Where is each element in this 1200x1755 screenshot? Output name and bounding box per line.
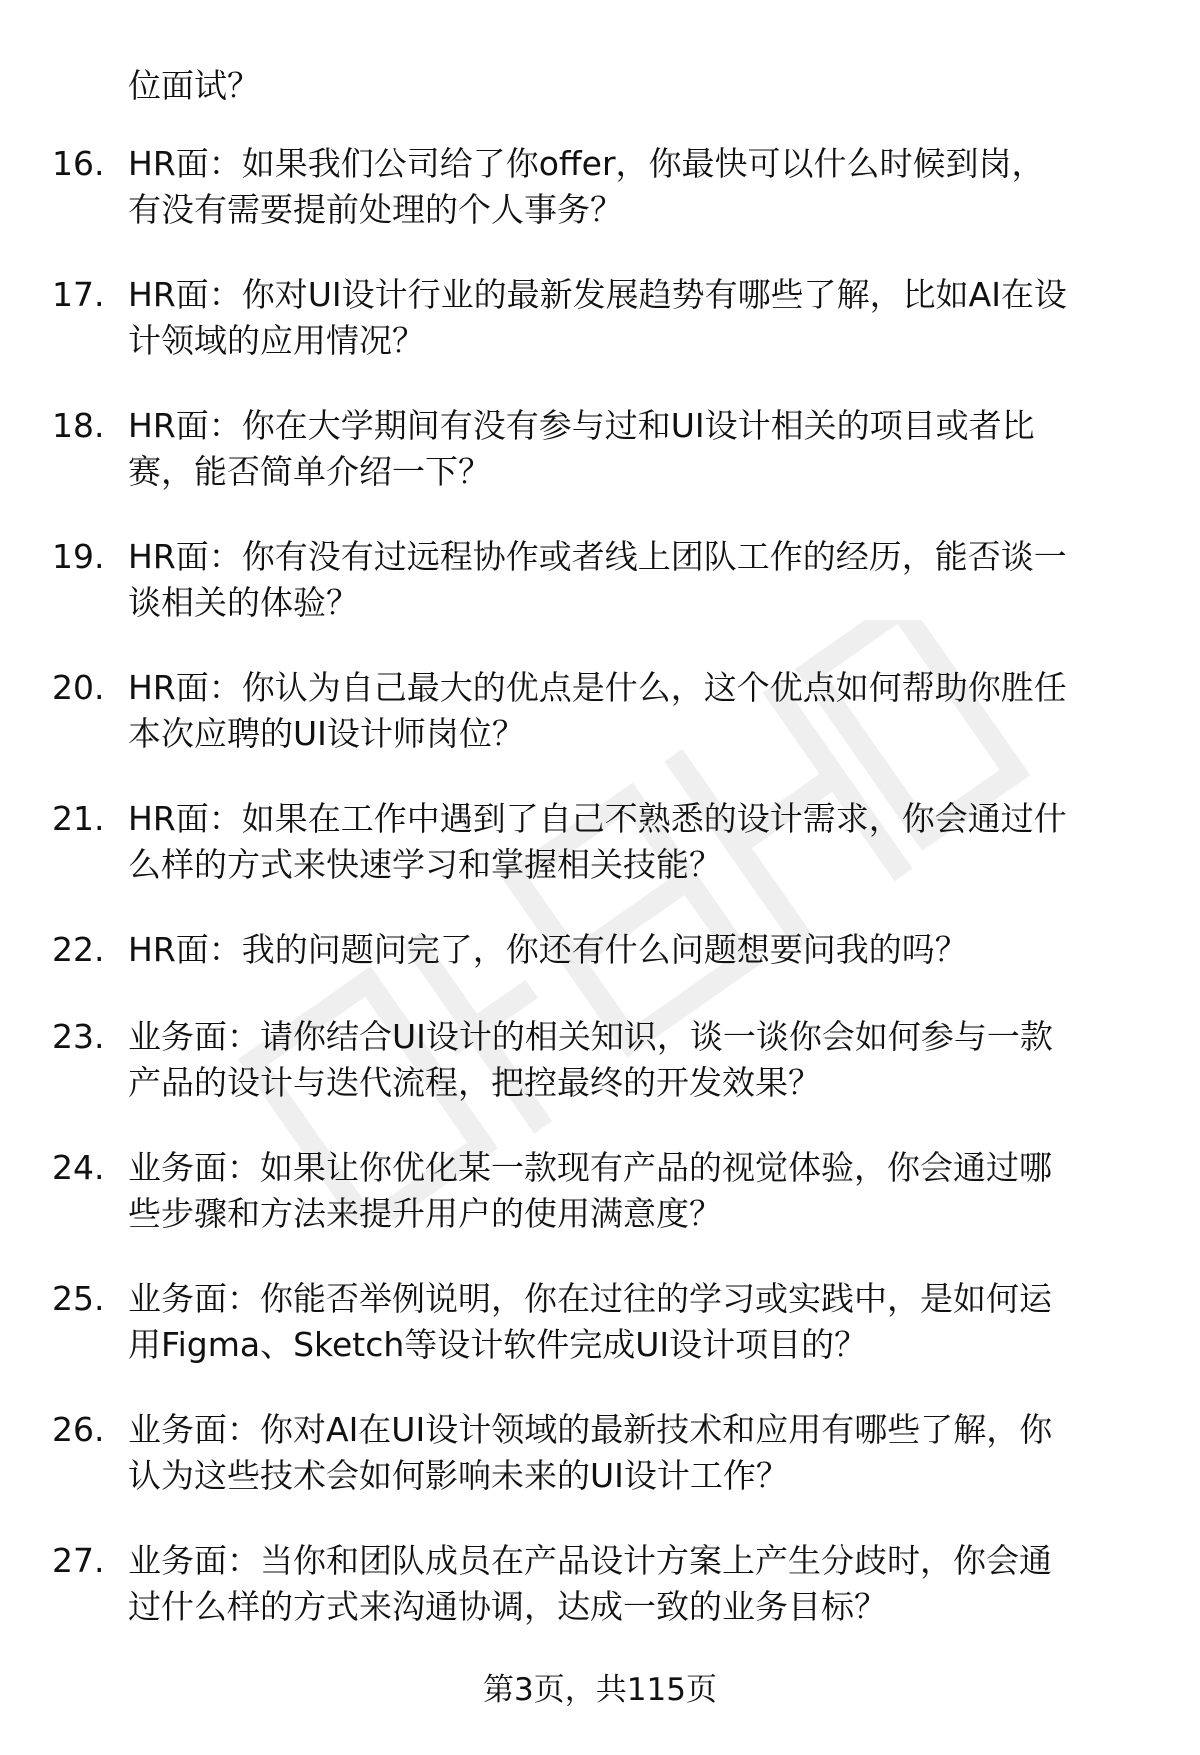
question-text-line: HR面：你有没有过远程协作或者线上团队工作的经历，能否谈一 [128, 537, 1067, 576]
question-text-line: HR面：你认为自己最大的优点是什么，这个优点如何帮助你胜任 [128, 668, 1067, 707]
continuation-text: 位面试？ [128, 66, 260, 105]
question-number: 18. [52, 406, 105, 445]
question-number: 17. [52, 275, 105, 314]
question-list [0, 140, 1200, 1668]
question-text-line: 业务面：你能否举例说明，你在过往的学习或实践中，是如何运 [128, 1279, 1052, 1318]
list-item [0, 795, 1200, 926]
question-number: 20. [52, 668, 105, 707]
question-text-line: 过什么样的方式来沟通协调，达成一致的业务目标？ [128, 1587, 887, 1626]
question-text-line: HR面：我的问题问完了，你还有什么问题想要问我的吗？ [128, 930, 968, 969]
question-number: 23. [52, 1017, 105, 1056]
list-item [0, 533, 1200, 664]
question-text-line: 业务面：当你和团队成员在产品设计方案上产生分歧时，你会通 [128, 1541, 1052, 1580]
question-text-line: 用Figma、Sketch等设计软件完成UI设计项目的？ [128, 1325, 868, 1364]
question-text-line: HR面：你对UI设计行业的最新发展趋势有哪些了解，比如AI在设 [128, 275, 1067, 314]
page-footer: 第3页，共115页 [483, 1672, 717, 1708]
question-number: 24. [52, 1148, 105, 1187]
question-number: 21. [52, 799, 105, 838]
question-text-line: 业务面：如果让你优化某一款现有产品的视觉体验，你会通过哪 [128, 1148, 1052, 1187]
list-item [0, 1275, 1200, 1406]
question-text-line: 么样的方式来快速学习和掌握相关技能？ [128, 845, 722, 884]
list-item [0, 271, 1200, 402]
question-text-line: 些步骤和方法来提升用户的使用满意度？ [128, 1194, 722, 1233]
question-text-line: 有没有需要提前处理的个人事务？ [128, 190, 623, 229]
question-number: 25. [52, 1279, 105, 1318]
question-text-line: 本次应聘的UI设计师岗位？ [128, 714, 525, 753]
question-text-line: 认为这些技术会如何影响未来的UI设计工作？ [128, 1456, 789, 1495]
list-item [0, 1537, 1200, 1668]
question-number: 22. [52, 930, 105, 969]
list-item [0, 664, 1200, 795]
question-text-line: 计领域的应用情况？ [128, 321, 425, 360]
list-item [0, 140, 1200, 271]
question-text-line: 谈相关的体验？ [128, 583, 359, 622]
question-text-line: 产品的设计与迭代流程，把控最终的开发效果？ [128, 1063, 821, 1102]
list-item [0, 402, 1200, 533]
question-number: 19. [52, 537, 105, 576]
question-text-line: HR面：如果我们公司给了你offer，你最快可以什么时候到岗， [128, 144, 1045, 183]
question-text-line: 业务面：你对AI在UI设计领域的最新技术和应用有哪些了解，你 [128, 1410, 1053, 1449]
question-text-line: 业务面：请你结合UI设计的相关知识，谈一谈你会如何参与一款 [128, 1017, 1053, 1056]
list-item [0, 1144, 1200, 1275]
question-number: 16. [52, 144, 105, 183]
list-item [0, 1406, 1200, 1537]
question-text-line: HR面：如果在工作中遇到了自己不熟悉的设计需求，你会通过什 [128, 799, 1067, 838]
list-item [0, 1013, 1200, 1144]
question-number: 27. [52, 1541, 105, 1580]
list-item [0, 926, 1200, 1013]
question-text-line: HR面：你在大学期间有没有参与过和UI设计相关的项目或者比 [128, 406, 1035, 445]
question-number: 26. [52, 1410, 105, 1449]
question-text-line: 赛，能否简单介绍一下？ [128, 452, 491, 491]
